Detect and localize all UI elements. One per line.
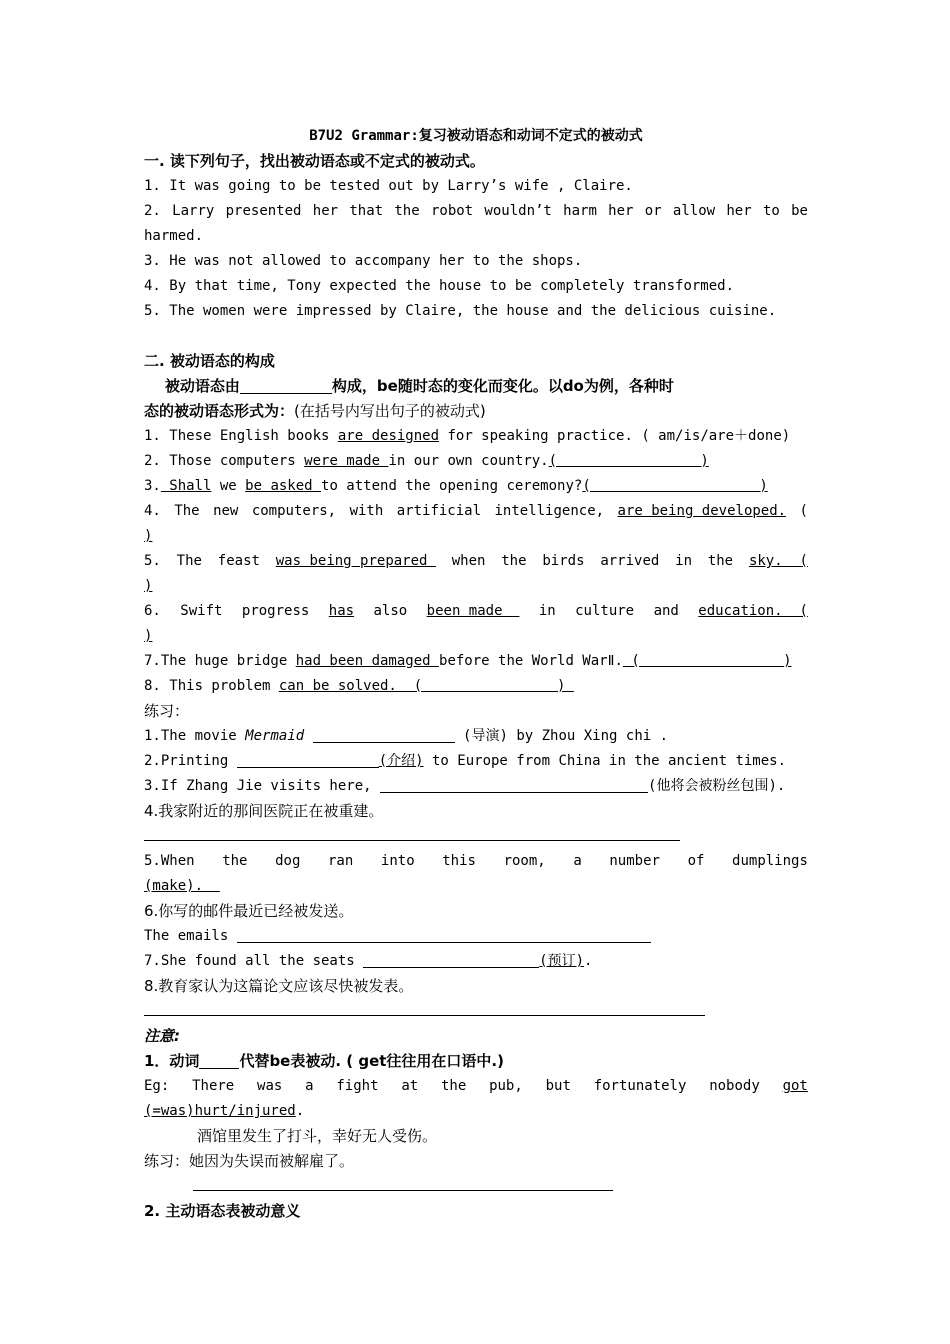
word: in	[675, 553, 693, 569]
word: 6.	[144, 603, 161, 619]
word: a	[305, 1078, 314, 1094]
sentence-2	[144, 199, 808, 224]
word: in	[538, 603, 556, 619]
sentence-3: 3. He was not allowed to accompany her to the shops.	[144, 253, 583, 269]
text: .	[584, 953, 593, 969]
word: 5.When	[144, 853, 195, 869]
intro-note: (在括号内写出句子的被动式)	[294, 402, 486, 420]
answer-blank[interactable]: ( )	[622, 653, 792, 669]
word: and	[653, 603, 679, 619]
practice-6-answer	[144, 924, 808, 949]
word: a	[573, 853, 582, 869]
word: dog	[275, 853, 301, 869]
word: The	[176, 553, 202, 569]
answer-close[interactable]: )	[144, 578, 153, 594]
intro-text: 构成，be随时态的变化而变化。以do为例，各种时	[331, 377, 674, 395]
word: or	[644, 203, 662, 219]
word: feast	[217, 553, 260, 569]
note-1-practice: 练习：她因为失误而被解雇了。	[144, 1152, 355, 1170]
fill-blank[interactable]	[240, 377, 332, 394]
answer-open: education. (	[698, 603, 808, 619]
section-2-heading: 二. 被动语态的构成	[144, 352, 275, 370]
word: this	[442, 853, 476, 869]
text: 1．动词	[144, 1052, 200, 1070]
text: 1.The movie	[144, 728, 246, 744]
word: 5.	[144, 553, 161, 569]
word: Swift	[180, 603, 223, 619]
word: intelligence,	[494, 503, 605, 519]
fill-blank[interactable]	[380, 776, 648, 793]
word: when	[451, 553, 486, 569]
sentence-2-cont: harmed.	[144, 228, 204, 244]
passive-phrase: had been damaged	[295, 653, 440, 669]
word: There	[192, 1078, 235, 1094]
fill-blank[interactable]	[363, 951, 539, 968]
word: progress	[241, 603, 310, 619]
word: fortunately	[593, 1078, 687, 1094]
section-1-heading: 一. 读下列句子，找出被动语态或不定式的被动式。	[144, 152, 485, 170]
note-1	[144, 1049, 808, 1074]
word: computers,	[251, 503, 337, 519]
word: wouldn’t	[484, 203, 552, 219]
example-3	[144, 474, 808, 499]
word: 2.	[144, 203, 161, 219]
passive-phrase: was being prepared	[275, 553, 436, 569]
example-8	[144, 674, 808, 699]
passive-phrase: are designed	[337, 428, 440, 444]
text: 3.	[144, 478, 161, 494]
practice-label: 练习：	[144, 702, 190, 720]
answer-line[interactable]	[144, 824, 808, 849]
answer-open: sky. (	[748, 553, 808, 569]
text: 代替be表被动. ( get往往用在口语中.)	[239, 1052, 504, 1070]
practice-1	[144, 724, 808, 749]
passive-phrase: Shall	[160, 478, 212, 494]
intro-text: 态的被动语态形式为：	[144, 402, 295, 420]
answer-open: (	[799, 503, 808, 519]
example-5-cont	[144, 574, 808, 599]
word: was	[257, 1078, 283, 1094]
text: (导演) by Zhou Xing chi .	[454, 728, 669, 744]
text: 7.The huge bridge	[144, 653, 296, 669]
word: nobody	[709, 1078, 760, 1094]
hint: (预订)	[539, 953, 585, 969]
word: with	[349, 503, 384, 519]
passive-phrase: be asked	[245, 478, 322, 494]
note-1-example	[144, 1074, 808, 1099]
sentence-4: 4. By that time, Tony expected the house to be completely transformed.	[144, 278, 735, 294]
text: for speaking practice. ( am/is/are＋done)	[439, 428, 791, 444]
section-2-intro-cont	[144, 399, 808, 424]
movie-title: Mermaid	[245, 728, 305, 744]
intro-text: 被动语态由	[164, 377, 240, 395]
answer-line[interactable]	[144, 1174, 808, 1199]
word: of	[687, 853, 705, 869]
word: but	[545, 1078, 571, 1094]
passive-phrase: been made	[426, 603, 520, 619]
answer-close[interactable]: )	[144, 528, 153, 544]
text: 3.If Zhang Jie visits here,	[144, 778, 381, 794]
text: The emails	[144, 928, 237, 944]
word: dumplings	[732, 853, 808, 869]
passive-phrase: got	[782, 1078, 808, 1094]
answer-blank[interactable]: ( )	[548, 453, 709, 469]
answer-blank[interactable]: ( )	[582, 478, 768, 494]
word: The	[174, 503, 200, 519]
word: robot	[430, 203, 474, 219]
word: be	[791, 203, 808, 219]
passive-phrase[interactable]: can be solved. ( )	[278, 678, 574, 694]
practice-8: 8.教育家认为这篇论文应该尽快被发表。	[144, 977, 414, 995]
text: 7.She found all the seats	[144, 953, 364, 969]
passive-phrase: (=was)hurt/injured	[144, 1103, 296, 1119]
word: birds	[542, 553, 585, 569]
text: 1. These English books	[144, 428, 338, 444]
note-2: 2. 主动语态表被动意义	[144, 1202, 301, 1220]
note-1-example-cont	[144, 1099, 808, 1124]
word: allow	[672, 203, 716, 219]
practice-7	[144, 949, 808, 974]
word: the	[394, 203, 420, 219]
word: harm	[563, 203, 597, 219]
text: 2.Printing	[144, 753, 237, 769]
text: 8. This problem	[144, 678, 279, 694]
text: 2. Those computers	[144, 453, 305, 469]
word: also	[373, 603, 408, 619]
word: Larry	[172, 203, 215, 219]
word: 4.	[144, 503, 161, 519]
passive-phrase: are being developed.	[617, 503, 787, 519]
passive-phrase: were made	[304, 453, 389, 469]
text: we	[211, 478, 246, 494]
fill-blank[interactable]	[237, 926, 651, 943]
word: new	[213, 503, 239, 519]
practice-5-cont	[144, 874, 808, 899]
passive-phrase: has	[328, 603, 355, 619]
practice-2	[144, 749, 808, 774]
example-6	[144, 599, 808, 624]
text: to attend the opening ceremony?	[321, 478, 583, 494]
word: ran	[328, 853, 354, 869]
text: to Europe from China in the ancient times.	[423, 753, 787, 769]
practice-4: 4.我家附近的那间医院正在被重建。	[144, 802, 384, 820]
text: in our own country.	[388, 453, 549, 469]
practice-6: 6.你写的邮件最近已经被发送。	[144, 902, 354, 920]
word: that	[349, 203, 384, 219]
practice-3	[144, 774, 808, 799]
example-4	[144, 499, 808, 524]
word: number	[609, 853, 660, 869]
fill-blank[interactable]	[313, 726, 455, 743]
word: her	[726, 203, 752, 219]
hint[interactable]: (make).	[144, 878, 220, 894]
text: before the World WarⅡ.	[439, 653, 623, 669]
word: culture	[575, 603, 635, 619]
word: fight	[336, 1078, 379, 1094]
word: her	[312, 203, 339, 219]
fill-blank[interactable]	[199, 1052, 239, 1069]
example-6-cont	[144, 624, 808, 649]
word: arrived	[600, 553, 660, 569]
example-7	[144, 649, 808, 674]
note-1-translation: 酒馆里发生了打斗，幸好无人受伤。	[197, 1127, 438, 1145]
notes-label: 注意:	[144, 1027, 180, 1045]
hint: (他将会被粉丝包围).	[648, 778, 786, 794]
word: Eg:	[144, 1078, 170, 1094]
sentence-5: 5. The women were impressed by Claire, the house and the delicious cuisine.	[144, 303, 777, 319]
worksheet-page	[144, 124, 808, 1224]
fill-blank[interactable]	[237, 751, 379, 768]
word: presented	[225, 203, 302, 219]
page-title: B7U2 Grammar:复习被动语态和动词不定式的被动式	[309, 128, 643, 144]
word: at	[401, 1078, 419, 1094]
example-1	[144, 424, 808, 449]
section-2-intro	[144, 374, 808, 399]
word: the	[707, 553, 734, 569]
practice-5	[144, 849, 808, 874]
word: the	[440, 1078, 467, 1094]
word: to	[762, 203, 780, 219]
example-5	[144, 549, 808, 574]
word: her	[608, 203, 634, 219]
example-4-cont	[144, 524, 808, 549]
word: the	[222, 853, 248, 869]
answer-close[interactable]: )	[144, 628, 153, 644]
text: .	[295, 1103, 305, 1119]
example-2	[144, 449, 808, 474]
word: into	[380, 853, 415, 869]
word: the	[501, 553, 527, 569]
word: room,	[503, 853, 546, 869]
word: artificial	[396, 503, 482, 519]
sentence-1: 1. It was going to be tested out by Larry’s wife , Claire.	[144, 178, 633, 194]
word: pub,	[489, 1078, 523, 1094]
spacer	[144, 324, 808, 349]
answer-line[interactable]	[144, 999, 808, 1024]
hint: (介绍)	[378, 753, 424, 769]
